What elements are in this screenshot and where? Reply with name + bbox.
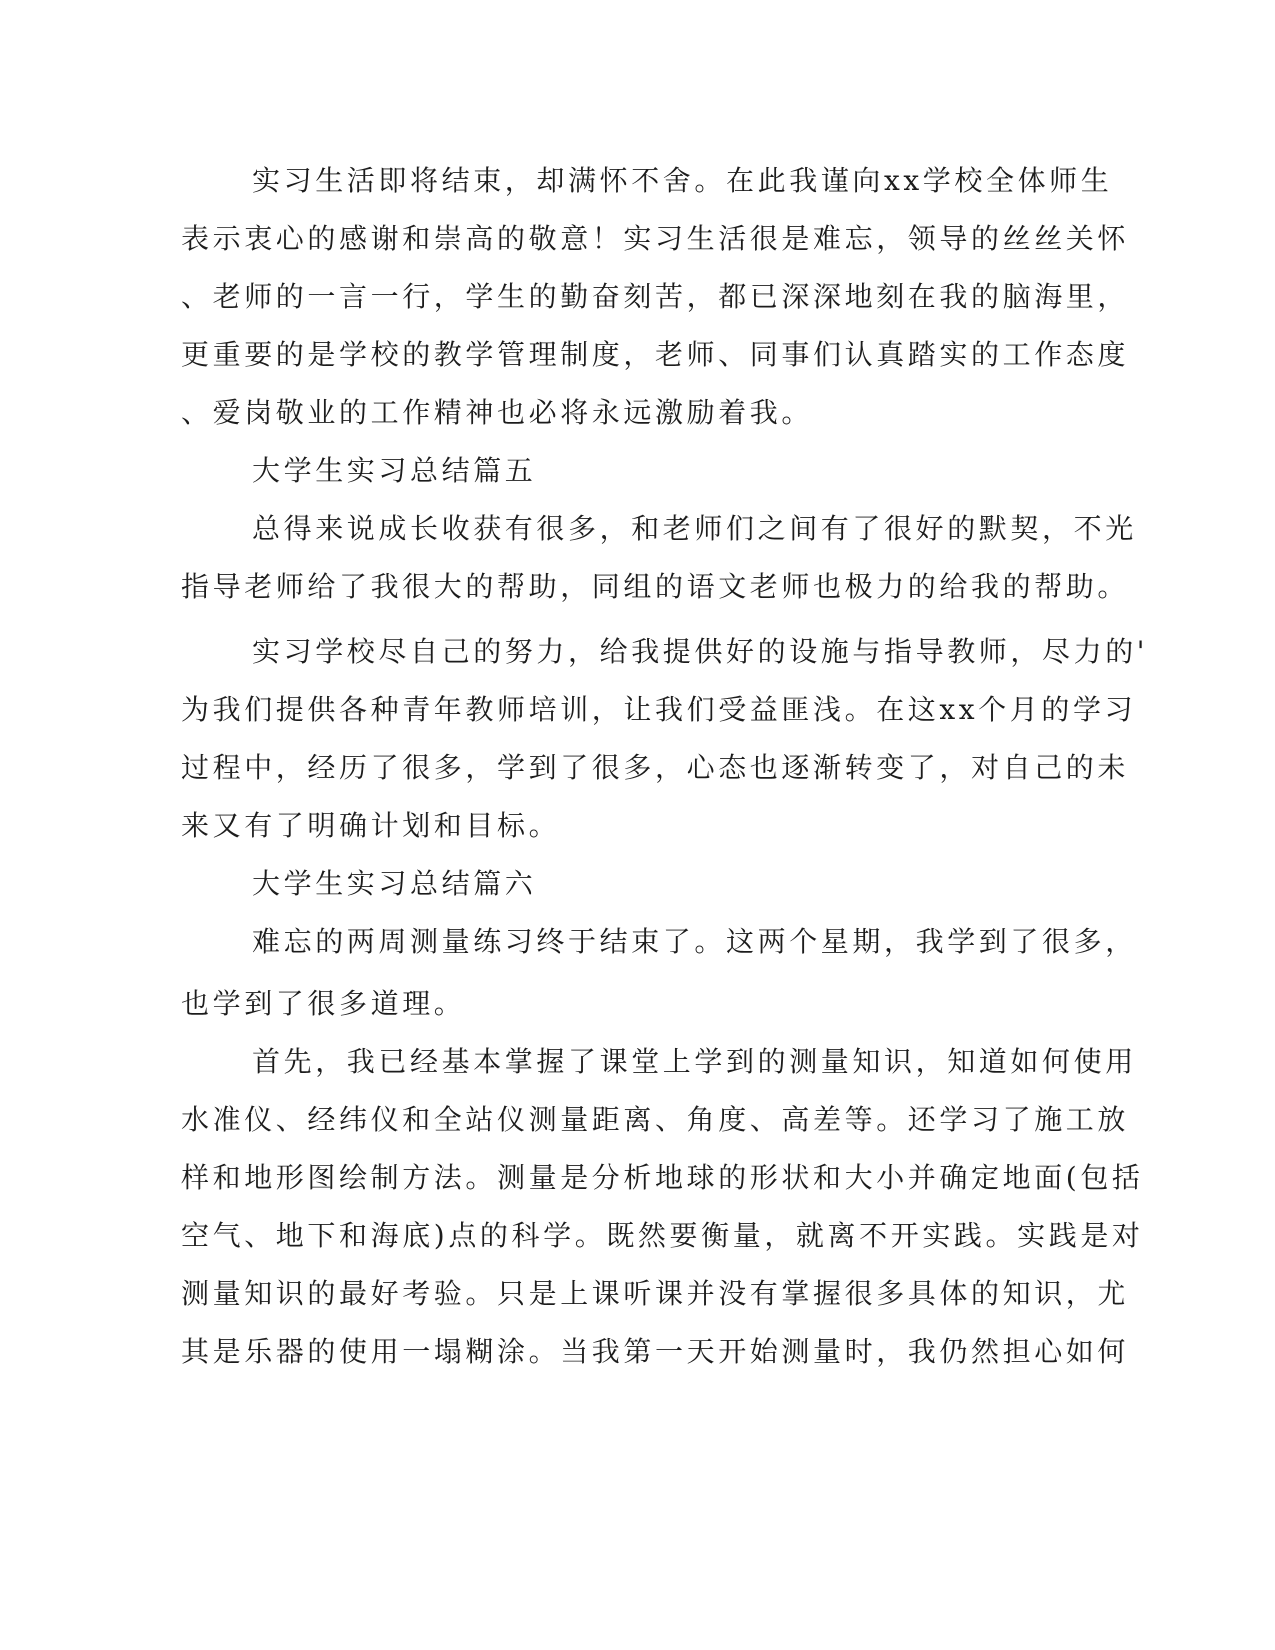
text-line: 也学到了很多道理。 (181, 987, 466, 1020)
text-line: 实习学校尽自己的努力，给我提供好的设施与指导教师，尽力的' (252, 635, 1149, 668)
text-line: 水准仪、经纬仪和全站仪测量距离、角度、高差等。还学习了施工放 (181, 1103, 1130, 1136)
text-line: 、爱岗敬业的工作精神也必将永远激励着我。 (181, 396, 814, 429)
text-line: 过程中，经历了很多，学到了很多，心态也逐渐转变了，对自己的未 (181, 751, 1130, 784)
section-heading: 大学生实习总结篇五 (252, 454, 537, 487)
section-heading: 大学生实习总结篇六 (252, 867, 537, 900)
text-line: 空气、地下和海底)点的科学。既然要衡量，就离不开实践。实践是对 (181, 1219, 1144, 1252)
text-line: 来又有了明确计划和目标。 (181, 809, 561, 842)
text-line: 、老师的一言一行，学生的勤奋刻苦，都已深深地刻在我的脑海里， (181, 280, 1130, 313)
text-line: 实习生活即将结束，却满怀不舍。在此我谨向xx学校全体师生 (252, 164, 1113, 197)
text-line: 更重要的是学校的教学管理制度，老师、同事们认真踏实的工作态度 (181, 338, 1130, 371)
text-line: 首先，我已经基本掌握了课堂上学到的测量知识，知道如何使用 (252, 1045, 1137, 1078)
text-line: 测量知识的最好考验。只是上课听课并没有掌握很多具体的知识，尤 (181, 1277, 1130, 1310)
text-line: 样和地形图绘制方法。测量是分析地球的形状和大小并确定地面(包括 (181, 1161, 1144, 1194)
text-line: 指导老师给了我很大的帮助，同组的语文老师也极力的给我的帮助。 (181, 570, 1130, 603)
text-line: 为我们提供各种青年教师培训，让我们受益匪浅。在这xx个月的学习 (181, 693, 1137, 726)
text-line: 总得来说成长收获有很多，和老师们之间有了很好的默契，不光 (252, 512, 1137, 545)
text-line: 其是乐器的使用一塌糊涂。当我第一天开始测量时，我仍然担心如何 (181, 1335, 1130, 1368)
text-line: 难忘的两周测量练习终于结束了。这两个星期，我学到了很多， (252, 925, 1137, 958)
text-line: 表示衷心的感谢和崇高的敬意！实习生活很是难忘，领导的丝丝关怀 (181, 222, 1130, 255)
